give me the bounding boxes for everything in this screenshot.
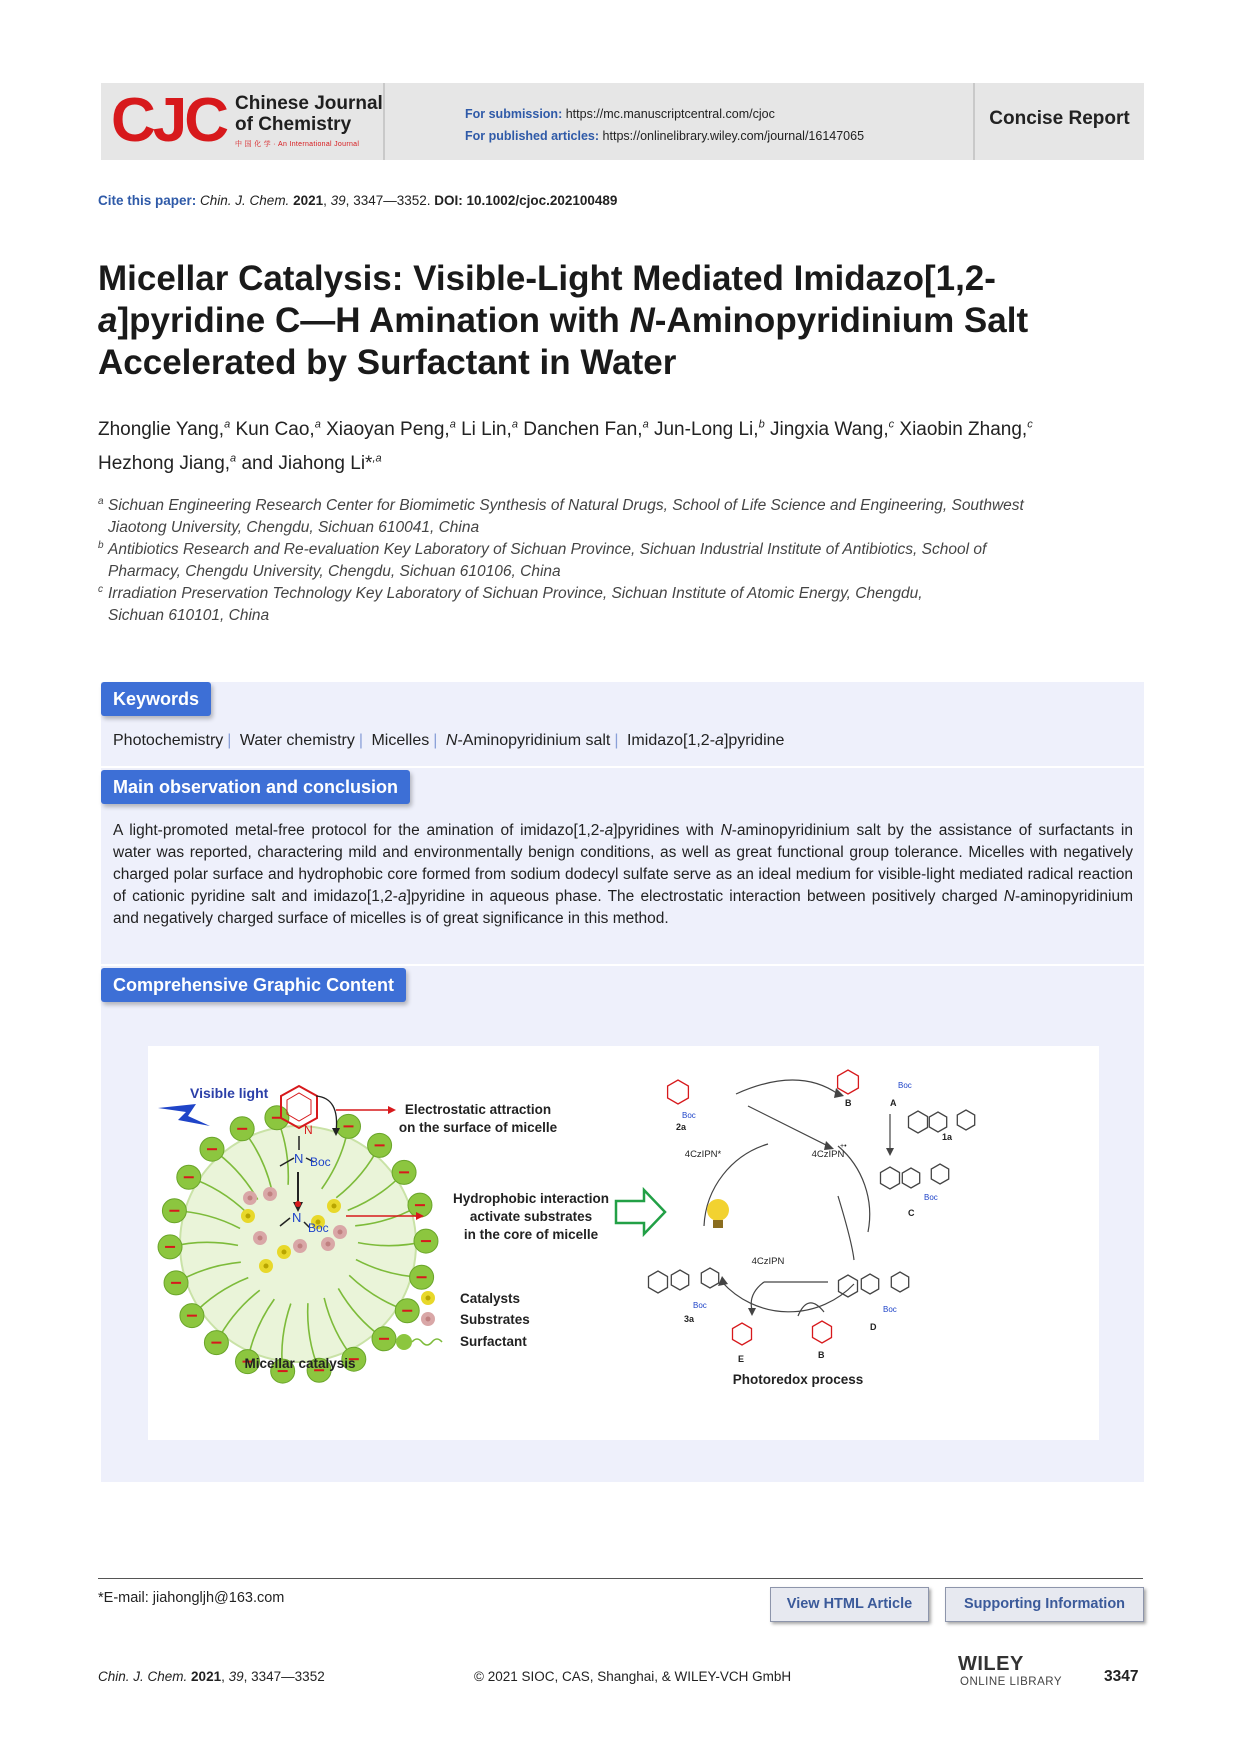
paper-title	[98, 258, 1158, 384]
legend-surfactant: Surfactant	[460, 1334, 527, 1349]
keywords-list: Photochemistry | Water chemistry | Micelles | N-Aminopyridinium salt | Imidazo[1,2-a]pyridine	[113, 732, 785, 749]
author: Xiaobin Zhang,$^c$	[899, 419, 1033, 441]
page-number: 3347	[1104, 1668, 1139, 1685]
compound-c-label: C	[908, 1208, 915, 1218]
pyridine-ring	[813, 1321, 832, 1343]
pyridinium-ring	[668, 1080, 689, 1104]
compound-d-label: D	[870, 1322, 877, 1332]
compound-b2-label: B	[818, 1350, 825, 1360]
footer-journal: Chin. J. Chem.	[98, 1669, 188, 1684]
graphical-abstract-svg	[148, 1046, 1099, 1440]
citation-doi[interactable]: DOI: 10.1002/cjoc.202100489	[434, 193, 618, 208]
compound-1a-label: 1a	[942, 1132, 953, 1142]
phenyl-ring	[891, 1272, 908, 1292]
keyword: N-Aminopyridinium salt	[445, 732, 611, 749]
compound-2a-label: 2a	[676, 1122, 687, 1132]
imidazopyridine-ring	[881, 1167, 900, 1189]
corresponding-email: *E-mail: jiahongljh@163.com	[98, 1590, 285, 1606]
boc-label: Boc	[310, 1155, 331, 1169]
journal-links	[465, 103, 864, 147]
imidazole-ring	[902, 1168, 919, 1188]
published-link[interactable]: https://onlinelibrary.wiley.com/journal/16147065	[602, 129, 865, 143]
submission-label: For submission:	[465, 107, 563, 121]
affiliation-c: c Irradiation Preservation Technology Key Laboratory of Sichuan Province, Sichuan Institute of Atomic Energy, Chengdu, Sichuan 610101, China	[98, 584, 923, 624]
main-observation-tag: Main observation and conclusion	[101, 770, 410, 804]
graphical-abstract	[148, 1046, 1099, 1440]
affiliations	[98, 495, 1138, 627]
published-label: For published articles:	[465, 129, 600, 143]
citation-year: 2021	[293, 193, 324, 208]
copyright: © 2021 SIOC, CAS, Shanghai, & WILEY-VCH GmbH	[474, 1669, 792, 1684]
visible-light-label: Visible light	[190, 1085, 269, 1101]
imidazopyridine-ring	[839, 1275, 858, 1297]
author: Jingxia Wang,$^c$	[769, 419, 895, 441]
author: Zhonglie Yang,$^a$	[98, 419, 231, 441]
electrostatic-label-1: Electrostatic attraction	[404, 1102, 552, 1117]
lightning-icon	[158, 1104, 210, 1126]
journal-header	[101, 83, 1144, 160]
hydrophobic-label-2: activate substrates	[469, 1209, 593, 1224]
boc-d: Boc	[883, 1305, 897, 1314]
submission-link[interactable]: https://mc.manuscriptcentral.com/cjoc	[565, 107, 775, 121]
keywords-tag: Keywords	[101, 682, 211, 716]
imidazole-ring	[861, 1274, 878, 1294]
keyword: Micelles	[371, 732, 430, 749]
legend-catalysts: Catalysts	[460, 1291, 521, 1306]
journal-logo	[101, 83, 385, 160]
imidazopyridine-ring	[909, 1111, 928, 1133]
article-type: Concise Report	[989, 108, 1130, 129]
citation-line: Cite this paper: Chin. J. Chem. 2021, 39, 3347—3352. DOI: 10.1002/cjoc.202100489	[98, 193, 618, 208]
phenyl-ring	[931, 1164, 948, 1184]
footer-year: 2021	[191, 1669, 222, 1684]
legend-surfactant-marker	[396, 1334, 412, 1350]
czipn-excited-label: 4CzIPN*	[684, 1149, 722, 1160]
wiley-logo: WILEY	[958, 1653, 1024, 1675]
n-label-core: N	[292, 1210, 302, 1225]
czipn-radical-label: 4CzIPN	[811, 1149, 845, 1160]
author: Hezhong Jiang,$^a$	[98, 452, 237, 474]
imidazole-ring	[671, 1270, 688, 1290]
phenyl-ring	[957, 1110, 974, 1130]
imidazopyridine-ring	[649, 1271, 668, 1293]
author-list	[98, 411, 1158, 478]
phenyl-ring	[701, 1268, 718, 1288]
divider	[101, 964, 1144, 966]
photoredox-cycle	[649, 1070, 975, 1364]
supporting-information-button[interactable]: Supporting Information	[945, 1587, 1144, 1622]
keyword: Water chemistry	[239, 732, 355, 749]
author: Kun Cao,$^a$	[235, 419, 321, 441]
journal-name-line1: Chinese Journal	[235, 93, 383, 114]
title-part2: ]pyridine C—H Amination with	[117, 301, 630, 340]
title-part3: -Aminopyridinium Salt Accelerated by Surfactant in Water	[98, 301, 1029, 382]
micellar-catalysis-caption: Micellar catalysis	[244, 1356, 356, 1371]
compound-3a-label: 3a	[684, 1314, 695, 1324]
legend-substrates: Substrates	[460, 1312, 530, 1327]
compound-e-label: E	[738, 1354, 745, 1364]
compound-a-label: A	[890, 1098, 897, 1108]
main-observation-text: A light-promoted metal-free protocol for the amination of imidazo[1,2-a]pyridines with N-aminopyridinium salt by the assistance of surfactants in water was reported, charactering mild and environmentally benign conditions, as well as great functional group tolerance. Micelles with negatively charged polar surface and hydrophobic core formed from sodium dodecyl sulfate serve as an ideal medium for visible-light mediated radical reaction of cationic pyridine salt and imidazo[1,2-a]pyridine in aqueous phase. The electrostatic interaction between positively charged N-aminopyridinium and negatively charged surface of micelles is of great significance in this method.	[113, 822, 1134, 927]
boc-label-core: Boc	[308, 1221, 329, 1235]
czipn-radical-mark: +•	[840, 1143, 847, 1150]
footer-divider	[98, 1578, 1143, 1579]
author: Li Lin,$^a$	[461, 419, 518, 441]
logo-cjc-text: CJC	[111, 86, 227, 155]
boc-c: Boc	[924, 1193, 938, 1202]
graphic-content-tag: Comprehensive Graphic Content	[101, 968, 406, 1002]
affiliation-b: b Antibiotics Research and Re-evaluation Key Laboratory of Sichuan Province, Sichuan Industrial Institute of Antibiotics, School of Pharmacy, Chengdu University, Chengdu, Sichuan 610106, China	[98, 540, 987, 580]
title-italic-a: a	[98, 301, 118, 340]
hydrophobic-label-3: in the core of micelle	[463, 1227, 599, 1242]
compound-b-label: B	[845, 1098, 852, 1108]
journal-name	[235, 93, 383, 135]
title-italic-n: N	[629, 301, 655, 340]
footer-citation: Chin. J. Chem. 2021, 39, 3347—3352	[98, 1669, 325, 1684]
footer-pages: , 3347—3352	[243, 1669, 325, 1684]
author: Danchen Fan,$^a$	[523, 419, 649, 441]
legend	[396, 1291, 530, 1350]
photoredox-caption: Photoredox process	[732, 1372, 864, 1387]
abstract-panel	[101, 682, 1144, 1482]
citation-journal: Chin. J. Chem.	[200, 193, 290, 208]
green-arrow-icon	[616, 1190, 665, 1234]
pyridine-ring	[838, 1070, 859, 1094]
boc-2a: Boc	[682, 1111, 696, 1120]
wiley-online-library: ONLINE LIBRARY	[960, 1676, 1063, 1688]
pyridinium-ring	[733, 1323, 752, 1345]
article-type-box	[973, 83, 1144, 160]
footer-volume: 39	[228, 1669, 244, 1684]
citation-label: Cite this paper:	[98, 193, 197, 208]
title-part1: Micellar Catalysis: Visible-Light Mediated Imidazo[1,2-	[98, 259, 996, 298]
n-label: N	[294, 1151, 304, 1166]
keyword: Photochemistry	[113, 732, 224, 749]
author: Jun-Long Li,$^b$	[653, 419, 765, 441]
journal-name-line2: of Chemistry	[235, 114, 352, 135]
view-html-article-button[interactable]: View HTML Article	[770, 1587, 929, 1622]
pyridinium-n-label: N	[304, 1123, 313, 1137]
affiliation-a: a Sichuan Engineering Research Center for Biomimetic Synthesis of Natural Drugs, School of Life Science and Engineering, Southwest Jiaotong University, Chengdu, Sichuan 610041, China	[98, 496, 1024, 536]
citation-volume: 39	[330, 193, 346, 208]
boc-a: Boc	[898, 1081, 912, 1090]
keyword: Imidazo[1,2-a]pyridine	[626, 732, 785, 749]
imidazole-ring	[929, 1112, 946, 1132]
light-bulb-icon	[707, 1199, 729, 1228]
citation-pages: 3347—3352.	[353, 193, 431, 208]
hydrophobic-label-1: Hydrophobic interaction	[452, 1191, 610, 1206]
author: and Jiahong Li*$^{,a}$	[241, 452, 382, 474]
boc-3a: Boc	[693, 1301, 707, 1310]
divider	[101, 766, 1144, 768]
logo-subtitle: 中 国 化 学 · An International Journal	[235, 141, 360, 148]
electrostatic-label-2: on the surface of micelle	[398, 1120, 558, 1135]
author: Xiaoyan Peng,$^a$	[326, 419, 456, 441]
czipn-label: 4CzIPN	[751, 1256, 785, 1267]
